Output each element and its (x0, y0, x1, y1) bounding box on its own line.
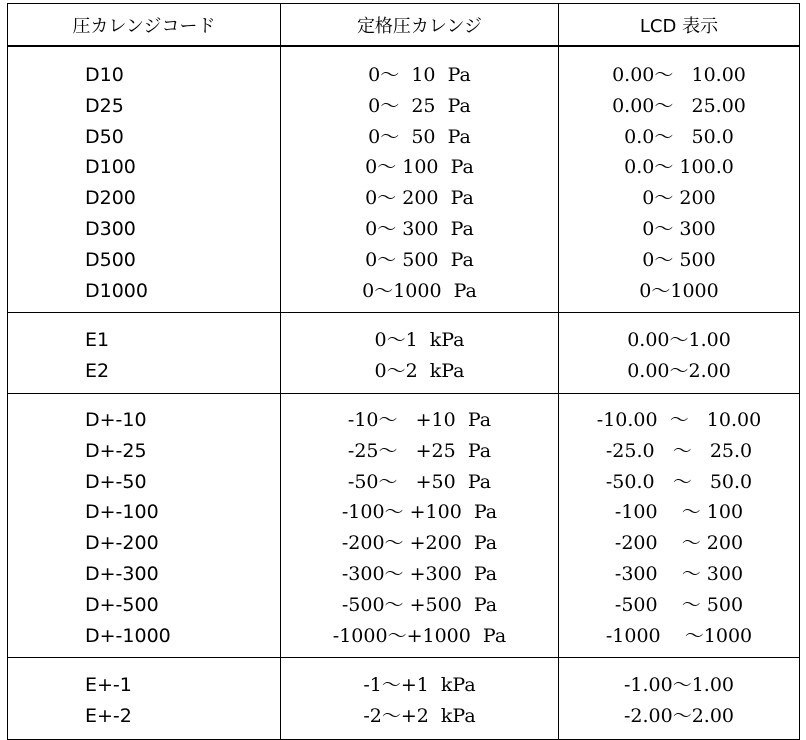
lcd-display: 0.00～ 10.00 (612, 64, 746, 86)
range-code: D100 (85, 156, 136, 179)
lcd-cell (559, 313, 800, 394)
rated-cell (281, 46, 559, 313)
lcd-display: 0.00～2.00 (627, 360, 731, 383)
header-range-code: 圧カレンジコード (8, 4, 281, 47)
code-cell (8, 313, 281, 394)
range-code: E+-2 (85, 705, 132, 728)
lcd-cell (559, 658, 800, 740)
rated-range: 0～ 100 Pa (365, 156, 474, 179)
range-code: D+-500 (85, 593, 159, 616)
lcd-display: -50.0 ～ 50.0 (605, 470, 753, 493)
rated-range: -300～ +300 Pa (341, 562, 498, 585)
range-code: D500 (85, 248, 136, 271)
rated-range: 0～ 500 Pa (365, 248, 474, 271)
lcd-display: -300 ～ 300 (614, 562, 744, 585)
lcd-display: -100 ～ 100 (614, 501, 744, 524)
rated-range: -100～ +100 Pa (341, 501, 498, 524)
range-code: E1 (85, 329, 110, 352)
range-code: D+-100 (85, 501, 159, 524)
rated-range: -500～ +500 Pa (341, 593, 498, 616)
lcd-display: 0.0～ 50.0 (624, 125, 734, 148)
range-code: D+-1000 (85, 624, 171, 647)
range-group-d-bipolar (8, 393, 800, 657)
lcd-display: 0～ 500 (642, 248, 716, 271)
range-group-e-bipolar (8, 658, 800, 740)
range-code: D+-10 (85, 408, 147, 431)
range-code: E+-1 (85, 674, 132, 697)
rated-range: -2～+2 kPa (363, 705, 476, 728)
lcd-display: -2.00～2.00 (623, 705, 735, 728)
lcd-display: -1000 ～1000 (605, 624, 753, 647)
range-code: D10 (85, 64, 124, 86)
range-code: D25 (85, 94, 124, 117)
range-code: D200 (85, 187, 136, 210)
pressure-range-table (7, 3, 800, 740)
lcd-display: -10.00 ～ 10.00 (596, 408, 762, 431)
range-code: D+-25 (85, 439, 147, 462)
range-group-e (8, 313, 800, 394)
lcd-display: -500 ～ 500 (614, 593, 744, 616)
rated-range: 0～ 10 Pa (368, 64, 471, 86)
rated-range: 0～ 50 Pa (368, 125, 471, 148)
lcd-display: 0.00～ 25.00 (612, 94, 746, 117)
rated-range: -10～ +10 Pa (347, 408, 492, 431)
rated-range: 0～ 25 Pa (368, 94, 471, 117)
lcd-display: -1.00～1.00 (623, 674, 735, 697)
rated-range: 0～ 300 Pa (365, 217, 474, 240)
rated-range: -1～+1 kPa (363, 674, 476, 697)
lcd-cell (559, 393, 800, 657)
header-lcd-display: LCD 表示 (559, 4, 800, 47)
rated-cell (281, 658, 559, 740)
header-rated-range: 定格圧カレンジ (281, 4, 559, 47)
range-code: D+-200 (85, 532, 159, 555)
lcd-display: 0～ 200 (642, 187, 716, 210)
lcd-display: 0～1000 (639, 279, 719, 302)
range-code: D+-300 (85, 562, 159, 585)
rated-range: 0～1000 Pa (362, 279, 477, 302)
range-group-d (8, 46, 800, 313)
rated-range: 0～2 kPa (374, 360, 465, 383)
range-code: D+-50 (85, 470, 147, 493)
lcd-display: 0～ 300 (642, 217, 716, 240)
range-code: D300 (85, 217, 136, 240)
header-row (8, 4, 800, 47)
rated-range: -50～ +50 Pa (347, 470, 492, 493)
range-code: E2 (85, 360, 110, 383)
lcd-display: -200 ～ 200 (614, 532, 744, 555)
rated-range: 0～1 kPa (374, 329, 465, 352)
code-cell (8, 658, 281, 740)
rated-range: 0～ 200 Pa (365, 187, 474, 210)
rated-cell (281, 393, 559, 657)
range-code: D1000 (85, 279, 148, 302)
rated-range: -25～ +25 Pa (347, 439, 492, 462)
lcd-display: 0.0～ 100.0 (624, 156, 734, 179)
range-code: D50 (85, 125, 124, 148)
code-cell (8, 46, 281, 313)
code-cell (8, 393, 281, 657)
lcd-display: -25.0 ～ 25.0 (605, 439, 753, 462)
rated-range: -200～ +200 Pa (341, 532, 498, 555)
lcd-display: 0.00～1.00 (627, 329, 731, 352)
lcd-cell (559, 46, 800, 313)
rated-cell (281, 313, 559, 394)
rated-range: -1000～+1000 Pa (332, 624, 507, 647)
